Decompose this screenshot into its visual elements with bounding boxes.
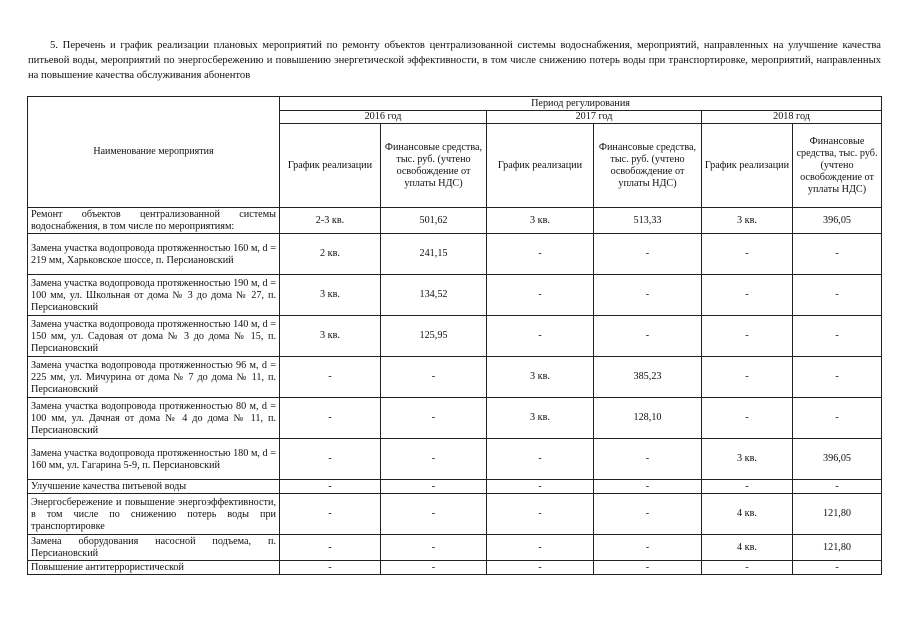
cell-schedule-2018: 3 кв. <box>702 439 793 480</box>
cell-schedule-2016: - <box>280 439 381 480</box>
cell-schedule-2017: - <box>487 480 594 494</box>
row-name: Замена участка водопровода протяженностью 140 м, d = 150 мм, ул. Садовая от дома № 3 до дома № 15, п. Персиановский <box>28 316 280 357</box>
header-finance: Финансовые средства, тыс. руб. (учтено освобождение от уплаты НДС) <box>793 124 882 208</box>
cell-schedule-2016: 3 кв. <box>280 275 381 316</box>
cell-schedule-2018: - <box>702 398 793 439</box>
cell-finance-2017: - <box>594 494 702 535</box>
cell-finance-2018: - <box>793 480 882 494</box>
cell-schedule-2017: - <box>487 439 594 480</box>
cell-finance-2016: 125,95 <box>381 316 487 357</box>
cell-finance-2018: 121,80 <box>793 535 882 561</box>
table-header <box>28 97 882 208</box>
header-year-2016: 2016 год <box>280 111 487 124</box>
cell-schedule-2016: 2 кв. <box>280 234 381 275</box>
plan-table <box>27 96 882 575</box>
cell-schedule-2017: - <box>487 535 594 561</box>
section-heading: 5. Перечень и график реализации плановых мероприятий по ремонту объектов централизованной системы водоснабжения, мероприятий, направленных на улучшение качества питьевой воды, мероприятий по энергосбережению и повышению энергетической эффективности, в том числе снижению потерь воды при транспортировке, мероприятий, направленных на повышение качества обслуживания абонентов <box>28 40 881 81</box>
cell-finance-2016: 241,15 <box>381 234 487 275</box>
cell-finance-2017: - <box>594 535 702 561</box>
cell-finance-2018: - <box>793 275 882 316</box>
header-year-2018: 2018 год <box>702 111 882 124</box>
table-row <box>28 316 882 357</box>
cell-schedule-2018: - <box>702 316 793 357</box>
header-year-2017: 2017 год <box>487 111 702 124</box>
cell-finance-2018: 121,80 <box>793 494 882 535</box>
row-name: Ремонт объектов централизованной системы водоснабжения, в том числе по мероприятиям: <box>28 208 280 234</box>
cell-finance-2018: - <box>793 398 882 439</box>
cell-finance-2016: 501,62 <box>381 208 487 234</box>
cell-schedule-2016: 2-3 кв. <box>280 208 381 234</box>
row-name: Замена участка водопровода протяженностью 96 м, d = 225 мм, ул. Мичурина от дома № 7 до дома № 11, п. Персиановский <box>28 357 280 398</box>
cell-finance-2018: - <box>793 357 882 398</box>
table-row <box>28 208 882 234</box>
cell-schedule-2017: - <box>487 561 594 575</box>
cell-finance-2018: 396,05 <box>793 439 882 480</box>
header-schedule: График реализации <box>280 124 381 208</box>
cell-schedule-2018: - <box>702 275 793 316</box>
table-row <box>28 275 882 316</box>
cell-finance-2016: - <box>381 357 487 398</box>
cell-finance-2016: - <box>381 494 487 535</box>
cell-finance-2016: - <box>381 535 487 561</box>
table-row <box>28 561 882 575</box>
cell-schedule-2018: - <box>702 561 793 575</box>
table-row <box>28 535 882 561</box>
row-name: Замена участка водопровода протяженностью 80 м, d = 100 мм, ул. Дачная от дома № 4 до дома № 11, п. Персиановский <box>28 398 280 439</box>
cell-schedule-2017: - <box>487 275 594 316</box>
table-row <box>28 439 882 480</box>
cell-schedule-2016: - <box>280 398 381 439</box>
header-period: Период регулирования <box>280 97 882 111</box>
cell-schedule-2017: - <box>487 234 594 275</box>
header-name-col: Наименование мероприятия <box>28 97 280 208</box>
cell-finance-2016: - <box>381 439 487 480</box>
cell-schedule-2018: - <box>702 357 793 398</box>
cell-finance-2017: - <box>594 439 702 480</box>
cell-schedule-2016: - <box>280 561 381 575</box>
table-row <box>28 480 882 494</box>
table-row <box>28 398 882 439</box>
row-name: Энергосбережение и повышение энергоэффективности, в том числе по снижению потерь воды при транспортировке <box>28 494 280 535</box>
cell-finance-2018: - <box>793 234 882 275</box>
cell-schedule-2018: - <box>702 480 793 494</box>
cell-finance-2017: 128,10 <box>594 398 702 439</box>
cell-schedule-2017: 3 кв. <box>487 357 594 398</box>
row-name: Замена участка водопровода протяженностью 190 м, d = 100 мм, ул. Школьная от дома № 3 до дома № 27, п. Персиановский <box>28 275 280 316</box>
table-row <box>28 234 882 275</box>
cell-schedule-2016: - <box>280 535 381 561</box>
cell-schedule-2016: - <box>280 494 381 535</box>
cell-finance-2016: 134,52 <box>381 275 487 316</box>
header-schedule: График реализации <box>702 124 793 208</box>
row-name: Замена оборудования насосной подъема, п. Персиановский <box>28 535 280 561</box>
row-name: Повышение антитеррористической <box>28 561 280 575</box>
cell-schedule-2017: 3 кв. <box>487 208 594 234</box>
cell-finance-2016: - <box>381 480 487 494</box>
cell-finance-2016: - <box>381 561 487 575</box>
cell-schedule-2016: - <box>280 357 381 398</box>
cell-finance-2017: - <box>594 275 702 316</box>
cell-finance-2017: - <box>594 561 702 575</box>
cell-schedule-2017: - <box>487 316 594 357</box>
cell-schedule-2018: - <box>702 234 793 275</box>
header-finance: Финансовые средства, тыс. руб. (учтено освобождение от уплаты НДС) <box>594 124 702 208</box>
cell-schedule-2016: 3 кв. <box>280 316 381 357</box>
row-name: Замена участка водопровода протяженностью 180 м, d = 160 мм, ул. Гагарина 5-9, п. Персиановский <box>28 439 280 480</box>
cell-finance-2017: - <box>594 480 702 494</box>
header-finance: Финансовые средства, тыс. руб. (учтено освобождение от уплаты НДС) <box>381 124 487 208</box>
cell-finance-2017: 385,23 <box>594 357 702 398</box>
cell-finance-2016: - <box>381 398 487 439</box>
cell-finance-2017: - <box>594 234 702 275</box>
table-row <box>28 494 882 535</box>
cell-finance-2017: 513,33 <box>594 208 702 234</box>
cell-finance-2018: - <box>793 316 882 357</box>
header-schedule: График реализации <box>487 124 594 208</box>
cell-schedule-2017: 3 кв. <box>487 398 594 439</box>
table-row <box>28 357 882 398</box>
row-name: Замена участка водопровода протяженностью 160 м, d = 219 мм, Харьковское шоссе, п. Персиановский <box>28 234 280 275</box>
cell-schedule-2018: 4 кв. <box>702 535 793 561</box>
cell-schedule-2016: - <box>280 480 381 494</box>
cell-schedule-2018: 4 кв. <box>702 494 793 535</box>
row-name: Улучшение качества питьевой воды <box>28 480 280 494</box>
cell-finance-2017: - <box>594 316 702 357</box>
cell-finance-2018: 396,05 <box>793 208 882 234</box>
table-body <box>28 208 882 575</box>
cell-schedule-2018: 3 кв. <box>702 208 793 234</box>
cell-schedule-2017: - <box>487 494 594 535</box>
cell-finance-2018: - <box>793 561 882 575</box>
